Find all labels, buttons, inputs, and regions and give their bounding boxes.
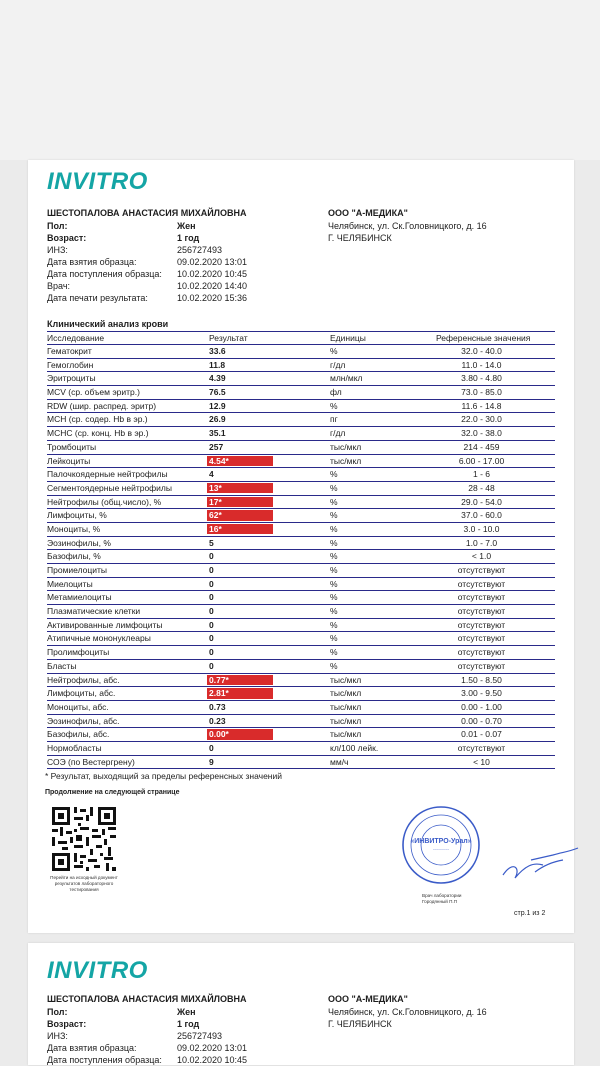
result-value: 12.9 — [209, 400, 226, 411]
result-value-flagged: 16* — [207, 524, 273, 535]
result-value: 257 — [209, 441, 224, 452]
table-row — [47, 674, 555, 688]
test-name: Лимфоциты, абс. — [47, 688, 116, 699]
qr-code[interactable] — [50, 805, 118, 873]
units: тыс/мкл — [330, 729, 362, 740]
result-value: 0 — [209, 633, 214, 644]
sex-label: Пол: — [47, 221, 68, 231]
invitro-logo-page-2: INVITRO — [47, 957, 148, 984]
received-date-row — [47, 268, 317, 280]
reference-range: отсутствуют — [457, 592, 506, 603]
test-name: Атипичные мононуклеары — [47, 633, 151, 644]
page-number: стр.1 из 2 — [514, 910, 546, 917]
doctor-value: 10.02.2020 14:40 — [177, 281, 248, 291]
units: пг — [330, 414, 338, 425]
lab-city: Г. ЧЕЛЯБИНСК — [328, 233, 392, 243]
result-value: 0 — [209, 565, 214, 575]
test-name: Активированные лимфоциты — [47, 619, 163, 630]
units: тыс/мкл — [330, 674, 362, 685]
doctor-label: Врач: — [47, 281, 71, 291]
reference-range: отсутствуют — [457, 565, 506, 575]
table-row — [47, 372, 555, 386]
units: тыс/мкл — [330, 688, 362, 699]
table-row — [47, 701, 555, 715]
test-name: Эозинофилы, % — [47, 537, 111, 548]
result-value: 5 — [209, 537, 214, 548]
qr-caption: Перейти на исходный документ результатов лабораторного тестирования — [50, 875, 118, 892]
result-value: 0 — [209, 578, 214, 589]
received-date-row-page-2 — [47, 1054, 317, 1066]
inz-value: 256727493 — [177, 245, 223, 255]
table-row — [47, 413, 555, 427]
patient-name-page-2: ШЕСТОПАЛОВА АНАСТАСИЯ МИХАЙЛОВНА — [47, 994, 247, 1004]
reference-range: отсутствуют — [457, 606, 506, 617]
sample-date-label: Дата взятия образца: — [47, 257, 137, 267]
units: г/дл — [330, 428, 346, 439]
age-row-page-2 — [47, 1018, 317, 1030]
invitro-logo: INVITRO — [47, 168, 148, 195]
units: % — [330, 619, 338, 630]
test-name: MCHC (ср. конц. Hb в эр.) — [47, 428, 149, 439]
test-name: Палочкоядерные нейтрофилы — [47, 469, 168, 480]
test-name: Миелоциты — [47, 578, 93, 589]
reference-range: отсутствуют — [457, 647, 506, 658]
reference-range: 32.0 - 40.0 — [461, 346, 502, 356]
result-value: 0.73 — [209, 701, 226, 712]
table-row — [47, 728, 555, 742]
result-value: 9 — [209, 756, 214, 767]
lab-info-page-2 — [328, 993, 558, 1030]
table-row — [47, 345, 555, 359]
test-name: Нейтрофилы (общ.число), % — [47, 496, 162, 507]
sex-row — [47, 220, 317, 232]
units: кл/100 лейк. — [330, 742, 379, 753]
reference-range: < 1.0 — [471, 551, 492, 562]
test-name: Сегментоядерные нейтрофилы — [47, 482, 172, 493]
reference-range: 28 - 48 — [468, 482, 495, 493]
print-date-label: Дата печати результата: — [47, 293, 148, 303]
table-row — [47, 455, 555, 469]
age-label: Возраст: — [47, 233, 87, 243]
result-value: 0 — [209, 606, 214, 617]
table-row — [47, 591, 555, 605]
reference-range: 37.0 - 60.0 — [461, 510, 502, 521]
inz-label: ИНЗ: — [47, 1031, 68, 1041]
received-date-label: Дата поступления образца: — [47, 1055, 162, 1065]
header-units: Единицы — [330, 333, 366, 343]
table-row — [47, 564, 555, 578]
reference-range: отсутствуют — [457, 578, 506, 589]
result-value-flagged: 62* — [207, 510, 273, 521]
print-date-row — [47, 292, 317, 304]
reference-range: отсутствуют — [457, 619, 506, 630]
lab-address: Челябинск, ул. Ск.Головницкого, д. 16 — [328, 221, 487, 231]
test-name: Метамиелоциты — [47, 592, 112, 603]
table-row — [47, 632, 555, 646]
received-date-label: Дата поступления образца: — [47, 269, 162, 279]
result-value-flagged: 13* — [207, 483, 273, 494]
table-row — [47, 756, 555, 770]
reference-range: 29.0 - 54.0 — [461, 496, 502, 507]
result-value: 33.6 — [209, 346, 226, 356]
table-row — [47, 660, 555, 674]
header-result: Результат — [209, 333, 248, 343]
patient-name: ШЕСТОПАЛОВА АНАСТАСИЯ МИХАЙЛОВНА — [47, 208, 247, 218]
reference-range: 6.00 - 17.00 — [458, 455, 505, 466]
result-value: 0 — [209, 647, 214, 658]
reference-range: 1 - 6 — [472, 469, 490, 480]
age-label: Возраст: — [47, 1019, 87, 1029]
table-row — [47, 400, 555, 414]
units: мм/ч — [330, 756, 349, 767]
received-date-value: 10.02.2020 10:45 — [177, 1055, 248, 1065]
test-name: Базофилы, % — [47, 551, 101, 562]
section-title: Клинический анализ крови — [47, 319, 169, 329]
test-name: Пролимфоциты — [47, 647, 110, 658]
units: % — [330, 482, 338, 493]
lab-info — [328, 207, 558, 244]
table-row — [47, 550, 555, 564]
result-value: 0 — [209, 660, 214, 671]
table-row — [47, 578, 555, 592]
test-name: MCV (ср. объем эритр.) — [47, 387, 140, 398]
units: млн/мкл — [330, 373, 363, 384]
test-name: Гемоглобин — [47, 359, 94, 370]
reference-range: 1.0 - 7.0 — [465, 537, 498, 548]
result-value: 0 — [209, 551, 214, 562]
sample-date-value: 09.02.2020 13:01 — [177, 1043, 248, 1053]
lab-address-page-2: Челябинск, ул. Ск.Головницкого, д. 16 — [328, 1007, 487, 1017]
reference-range: 73.0 - 85.0 — [461, 387, 502, 398]
svg-text:~~~~~~~~: ~~~~~~~~ — [432, 848, 450, 852]
table-row — [47, 523, 555, 537]
reference-range: 3.0 - 10.0 — [463, 523, 500, 534]
result-value-flagged: 0.77* — [207, 675, 273, 686]
units: тыс/мкл — [330, 701, 362, 712]
test-name: Лейкоциты — [47, 455, 91, 466]
test-name: Базофилы, абс. — [47, 729, 110, 740]
reference-range: 11.0 - 14.0 — [461, 359, 502, 370]
test-name: Лимфоциты, % — [47, 510, 107, 521]
top-background — [0, 0, 600, 160]
received-date-value: 10.02.2020 10:45 — [177, 269, 248, 279]
test-name: Моноциты, абс. — [47, 701, 109, 712]
table-row — [47, 715, 555, 729]
units: % — [330, 469, 338, 480]
doctor-row — [47, 280, 317, 292]
results-table — [47, 331, 555, 769]
sex-label: Пол: — [47, 1007, 68, 1017]
reference-range: 11.6 - 14.8 — [461, 400, 502, 411]
units: % — [330, 592, 338, 603]
units: % — [330, 551, 338, 562]
units: % — [330, 400, 338, 411]
units: % — [330, 578, 338, 589]
lab-stamp — [393, 800, 583, 895]
inz-row — [47, 244, 317, 256]
test-name: Нейтрофилы, абс. — [47, 674, 120, 685]
test-name: Промиелоциты — [47, 565, 108, 575]
result-value: 4 — [209, 469, 214, 480]
units: % — [330, 633, 338, 644]
table-row — [47, 468, 555, 482]
result-value-flagged: 17* — [207, 497, 273, 508]
reference-range: 0.01 - 0.07 — [461, 729, 502, 740]
result-value: 4.39 — [209, 373, 226, 384]
reference-range: 32.0 - 38.0 — [461, 428, 502, 439]
sample-date-label: Дата взятия образца: — [47, 1043, 137, 1053]
sample-date-row — [47, 256, 317, 268]
document-page-1 — [28, 160, 574, 933]
table-row — [47, 386, 555, 400]
units: % — [330, 537, 338, 548]
reference-range: отсутствуют — [457, 660, 506, 671]
age-row — [47, 232, 317, 244]
table-row — [47, 687, 555, 701]
units: % — [330, 523, 338, 534]
units: тыс/мкл — [330, 715, 362, 726]
table-row — [47, 359, 555, 373]
inz-value: 256727493 — [177, 1031, 223, 1041]
units: % — [330, 647, 338, 658]
continued-note: Продолжение на следующей странице — [45, 789, 180, 796]
table-row — [47, 509, 555, 523]
test-name: СОЭ (по Вестергрену) — [47, 756, 135, 767]
reference-range: 0.00 - 0.70 — [461, 715, 502, 726]
result-value: 76.5 — [209, 387, 226, 398]
table-row — [47, 619, 555, 633]
table-header — [47, 331, 555, 345]
reference-range: 1.50 - 8.50 — [461, 674, 502, 685]
header-test: Исследование — [47, 333, 105, 343]
stamp-text: «ИНВИТРО-Урал» — [410, 838, 472, 845]
result-value: 0 — [209, 619, 214, 630]
table-row — [47, 646, 555, 660]
result-value: 11.8 — [209, 359, 226, 370]
table-row — [47, 537, 555, 551]
reference-range: 22.0 - 30.0 — [461, 414, 502, 425]
result-value: 0.23 — [209, 715, 226, 726]
sex-value: Жен — [177, 1007, 196, 1017]
test-name: Эритроциты — [47, 373, 96, 384]
header-reference: Референсные значения — [436, 333, 531, 343]
test-name: Гематокрит — [47, 346, 92, 356]
test-name: Бласты — [47, 660, 77, 671]
units: тыс/мкл — [330, 455, 362, 466]
result-value-flagged: 0.00* — [207, 729, 273, 740]
inz-label: ИНЗ: — [47, 245, 68, 255]
patient-info-page-2 — [47, 993, 317, 1066]
reference-range: < 10 — [473, 756, 490, 767]
table-row — [47, 742, 555, 756]
units: г/дл — [330, 359, 346, 370]
reference-range: 214 - 459 — [463, 441, 500, 452]
result-value: 35.1 — [209, 428, 226, 439]
lab-city-page-2: Г. ЧЕЛЯБИНСК — [328, 1019, 392, 1029]
patient-info — [47, 207, 317, 304]
table-row — [47, 605, 555, 619]
table-body — [47, 345, 555, 769]
result-value-flagged: 2.81* — [207, 688, 273, 699]
units: фл — [330, 387, 342, 398]
table-row — [47, 482, 555, 496]
sex-value: Жен — [177, 221, 196, 231]
reference-range: отсутствуют — [457, 633, 506, 644]
test-name: Тромбоциты — [47, 441, 97, 452]
test-name: Плазматические клетки — [47, 606, 141, 617]
reference-range: 3.00 - 9.50 — [461, 688, 502, 699]
table-row — [47, 427, 555, 441]
result-value: 26.9 — [209, 414, 226, 425]
test-name: Эозинофилы, абс. — [47, 715, 120, 726]
reference-range: 0.00 - 1.00 — [461, 701, 502, 712]
result-value: 0 — [209, 742, 214, 753]
lab-name: ООО "А-МЕДИКА" — [328, 208, 408, 218]
sample-date-value: 09.02.2020 13:01 — [177, 257, 248, 267]
footnote: * Результат, выходящий за пределы референсных значений — [45, 771, 282, 781]
units: % — [330, 660, 338, 671]
units: % — [330, 496, 338, 507]
test-name: Нормобласты — [47, 742, 102, 753]
reference-range: отсутствуют — [457, 742, 506, 753]
table-row — [47, 441, 555, 455]
units: % — [330, 510, 338, 521]
test-name: MCH (ср. содер. Hb в эр.) — [47, 414, 148, 425]
units: % — [330, 565, 338, 575]
reference-range: 3.80 - 4.80 — [461, 373, 502, 384]
units: % — [330, 346, 338, 356]
sex-row-page-2 — [47, 1006, 317, 1018]
result-value: 0 — [209, 592, 214, 603]
units: тыс/мкл — [330, 441, 362, 452]
lab-name-page-2: ООО "А-МЕДИКА" — [328, 994, 408, 1004]
result-value-flagged: 4.54* — [207, 456, 273, 467]
signature — [503, 848, 578, 878]
table-row — [47, 496, 555, 510]
sample-date-row-page-2 — [47, 1042, 317, 1054]
inz-row-page-2 — [47, 1030, 317, 1042]
test-name: RDW (шир. распред. эритр) — [47, 400, 157, 411]
age-value: 1 год — [177, 1019, 200, 1029]
units: % — [330, 606, 338, 617]
test-name: Моноциты, % — [47, 523, 101, 534]
signature-caption: Врач лаборатории Городянный П.П — [422, 893, 462, 904]
document-page-2 — [28, 943, 574, 1065]
print-date-value: 10.02.2020 15:36 — [177, 293, 248, 303]
age-value: 1 год — [177, 233, 200, 243]
